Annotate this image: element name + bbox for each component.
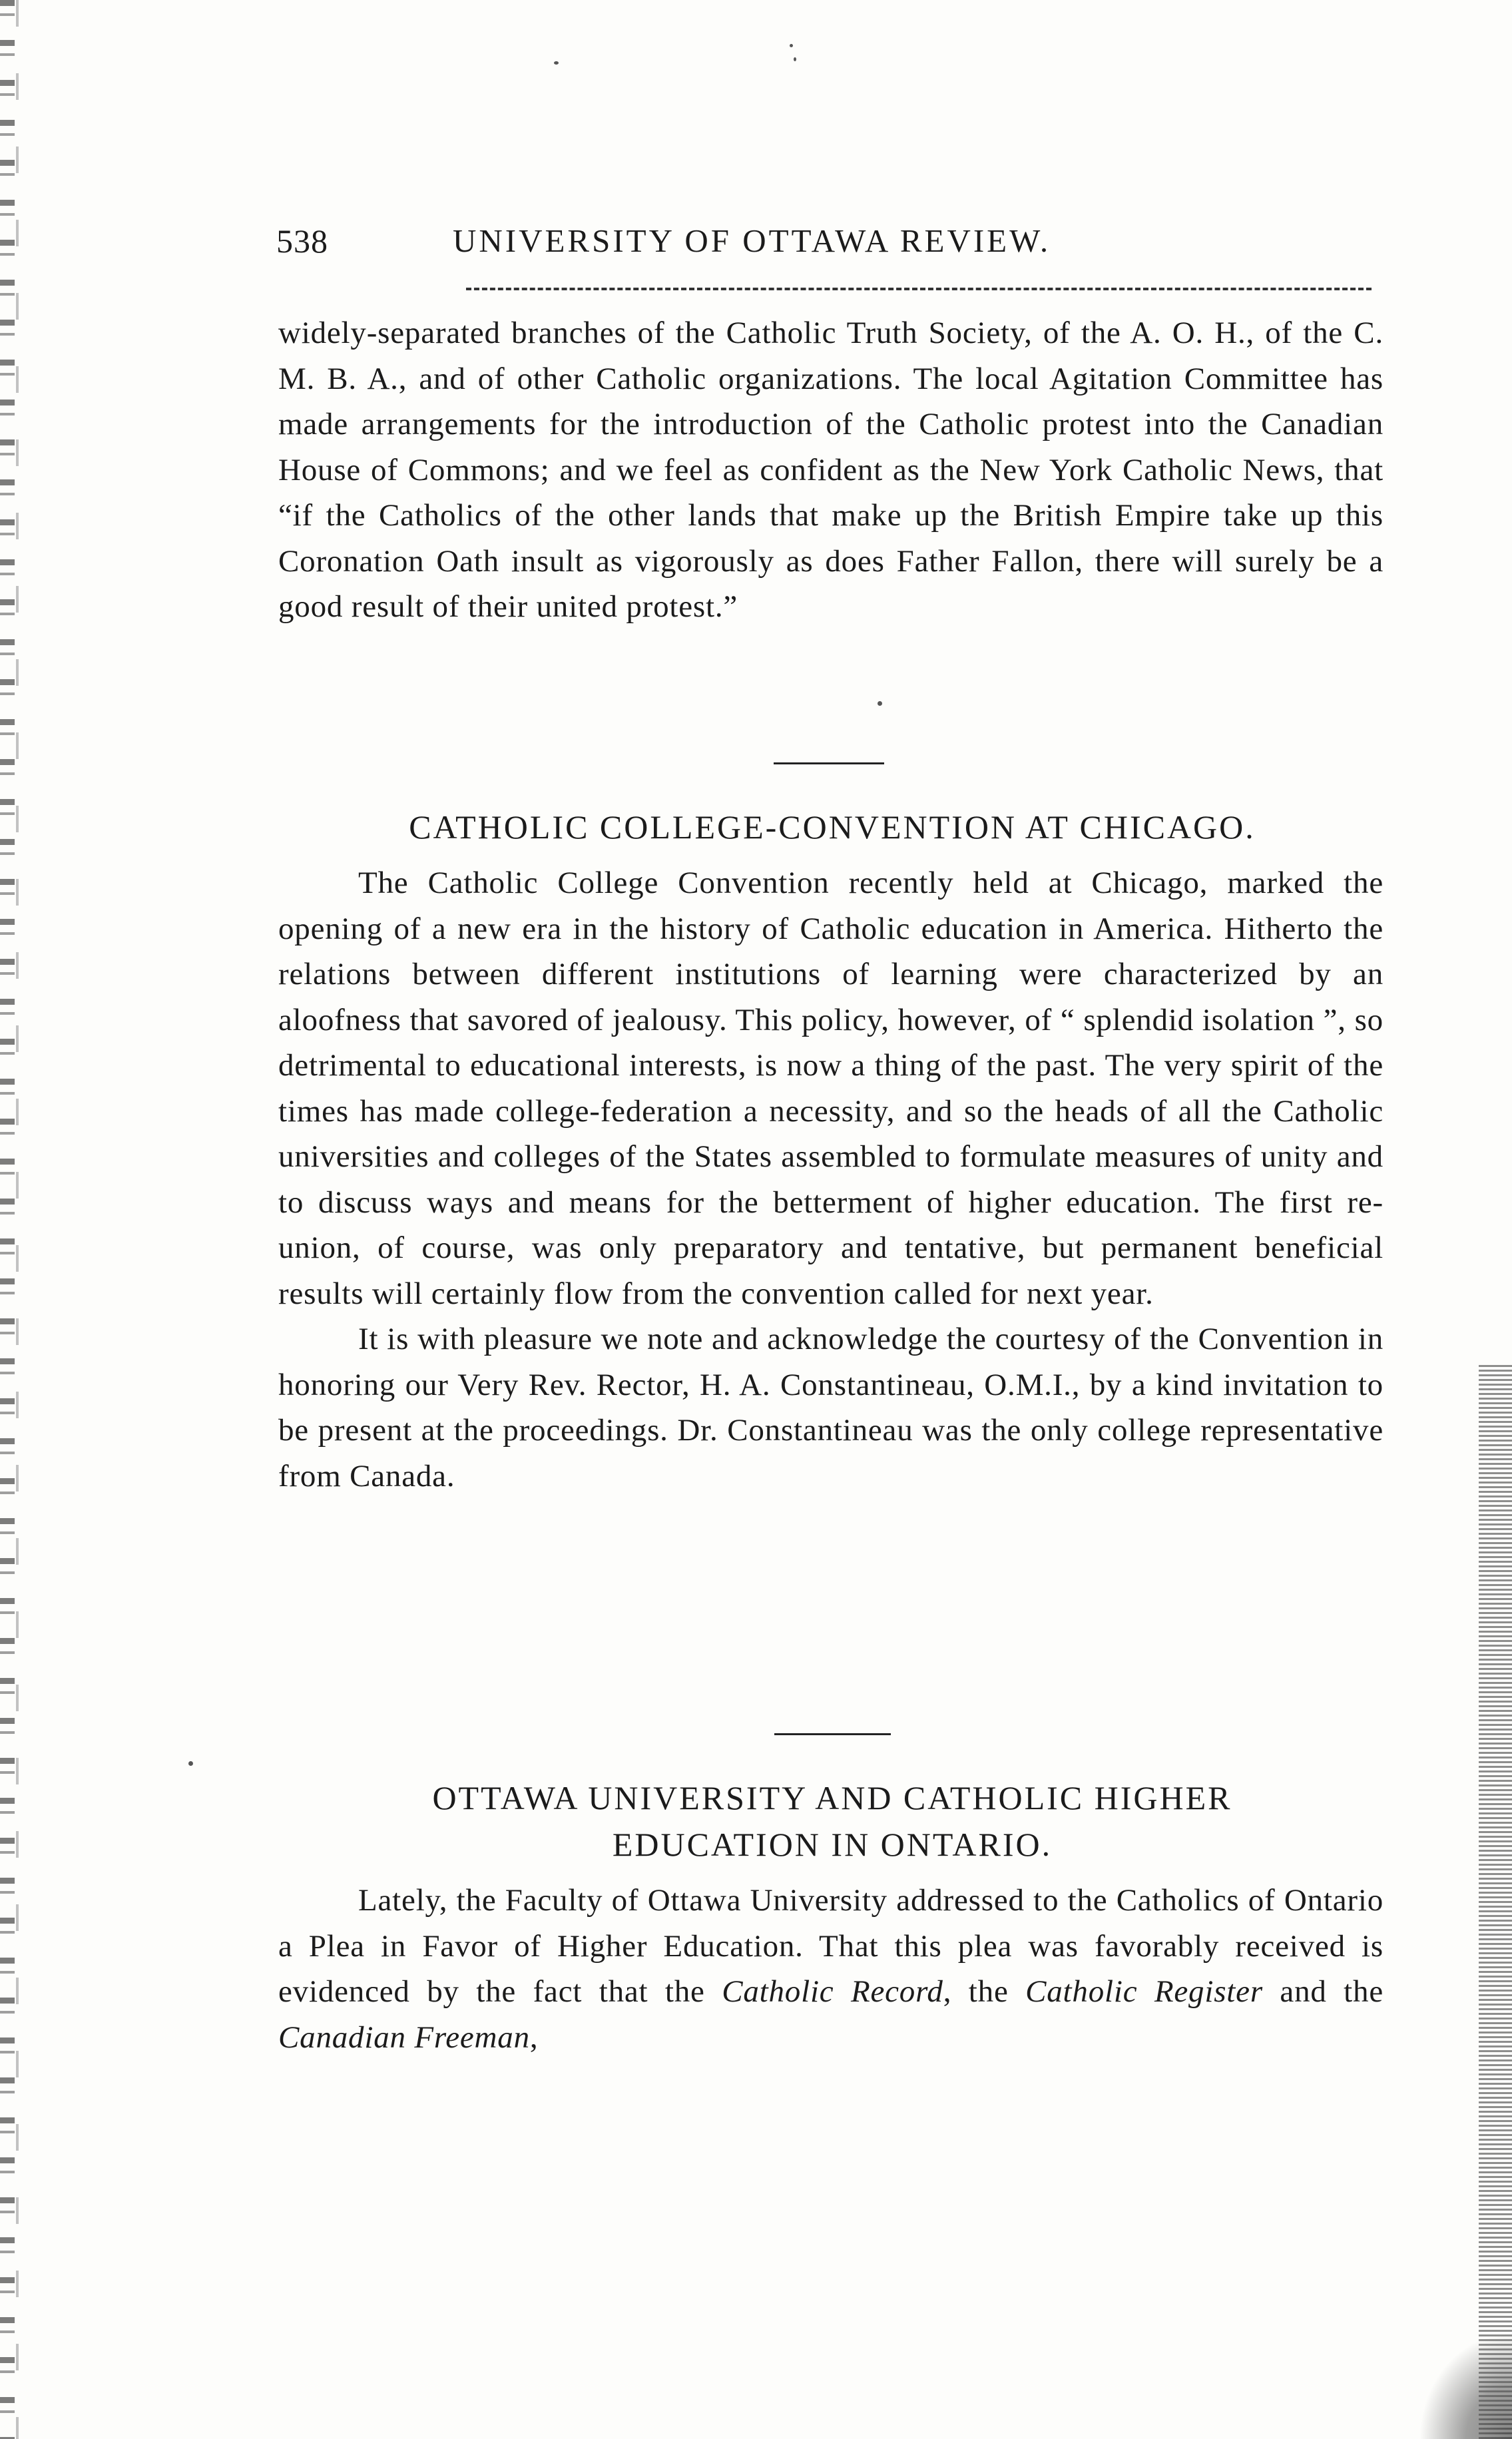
paragraph-text: and the xyxy=(1262,1974,1384,2009)
page-number: 538 xyxy=(276,222,328,260)
scan-speck xyxy=(188,1761,193,1766)
body-paragraph: The Catholic College Convention recently held at Chicago, marked the opening of a new era in the history of Catholic education in America. Hitherto the relations between different institutions of learning were characterized by an aloofness that savored of jealousy. This policy, however, of “ splendid isolation ”, so detrimental to educational interests, is now a thing of the past. The very spirit of the times has made college-federation a necessity, and so the heads of all the Catholic universities and colleges of the States assembled to formulate measures of unity and to discuss ways and means for the betterment of higher education. The first re-union, of course, was only preparatory and tentative, but permanent beneficial results will certainly flow from the convention called for next year. xyxy=(278,866,1384,1311)
scan-edge-left-inner xyxy=(16,0,19,2439)
section-separator xyxy=(774,762,884,764)
section-heading-ottawa-line-1: OTTAWA UNIVERSITY AND CATHOLIC HIGHER xyxy=(432,1779,1232,1816)
section-heading-ottawa-line-2: EDUCATION IN ONTARIO. xyxy=(612,1826,1053,1863)
body-paragraph: It is with pleasure we note and acknowledge the courtesy of the Convention in honoring our Very Rev. Rector, H. A. Constantineau, O.M.I., by a kind invitation to be present at the proceedings. Dr. Constantineau was the only college representative from Canada. xyxy=(278,1322,1384,1493)
scan-speck xyxy=(794,57,796,61)
paragraph-text: Lately, the Faculty of Ottawa University addressed to the Catholics of Ontario a Plea in Favor of Higher Education. That this plea was favorably received is evidenced by the fact that the xyxy=(278,1883,1384,2009)
scan-speck xyxy=(878,701,882,706)
header-rule xyxy=(466,288,1372,290)
publication-title: Catholic Record xyxy=(722,1974,943,2009)
section-separator xyxy=(774,1733,891,1735)
scan-edge-left xyxy=(0,0,15,2439)
continued-article xyxy=(278,310,1384,630)
running-title: UNIVERSITY OF OTTAWA REVIEW. xyxy=(453,222,1051,259)
scan-speck xyxy=(790,44,793,47)
continued-paragraph: widely-separated branches of the Catholic Truth Society, of the A. O. H., of the C. M. B. A., and of other Catholic organizations. The local Agitation Committee has made arrangements for the introduction of the Catholic protest into the Canadian House of Commons; and we feel as confident as the New York Catholic News, that “if the Catholics of the other lands that make up the British Empire take up this Coronation Oath insult as vigorously as does Father Fallon, there will surely be a good result of their united protest.” xyxy=(278,316,1384,624)
paragraph-text: , xyxy=(529,2020,539,2055)
section-body-chicago xyxy=(278,860,1384,1499)
publication-title: Canadian Freeman xyxy=(278,2020,530,2055)
scan-edge-right xyxy=(1479,1365,1512,2439)
scan-corner-smudge xyxy=(1419,2332,1512,2439)
body-paragraph xyxy=(278,1878,1384,2060)
section-body-ottawa xyxy=(278,1878,1384,2060)
scan-speck xyxy=(554,61,559,65)
paragraph-text: , the xyxy=(943,1974,1026,2009)
publication-title: Catholic Register xyxy=(1025,1974,1263,2009)
section-heading-chicago: CATHOLIC COLLEGE-CONVENTION AT CHICAGO. xyxy=(409,808,1256,846)
